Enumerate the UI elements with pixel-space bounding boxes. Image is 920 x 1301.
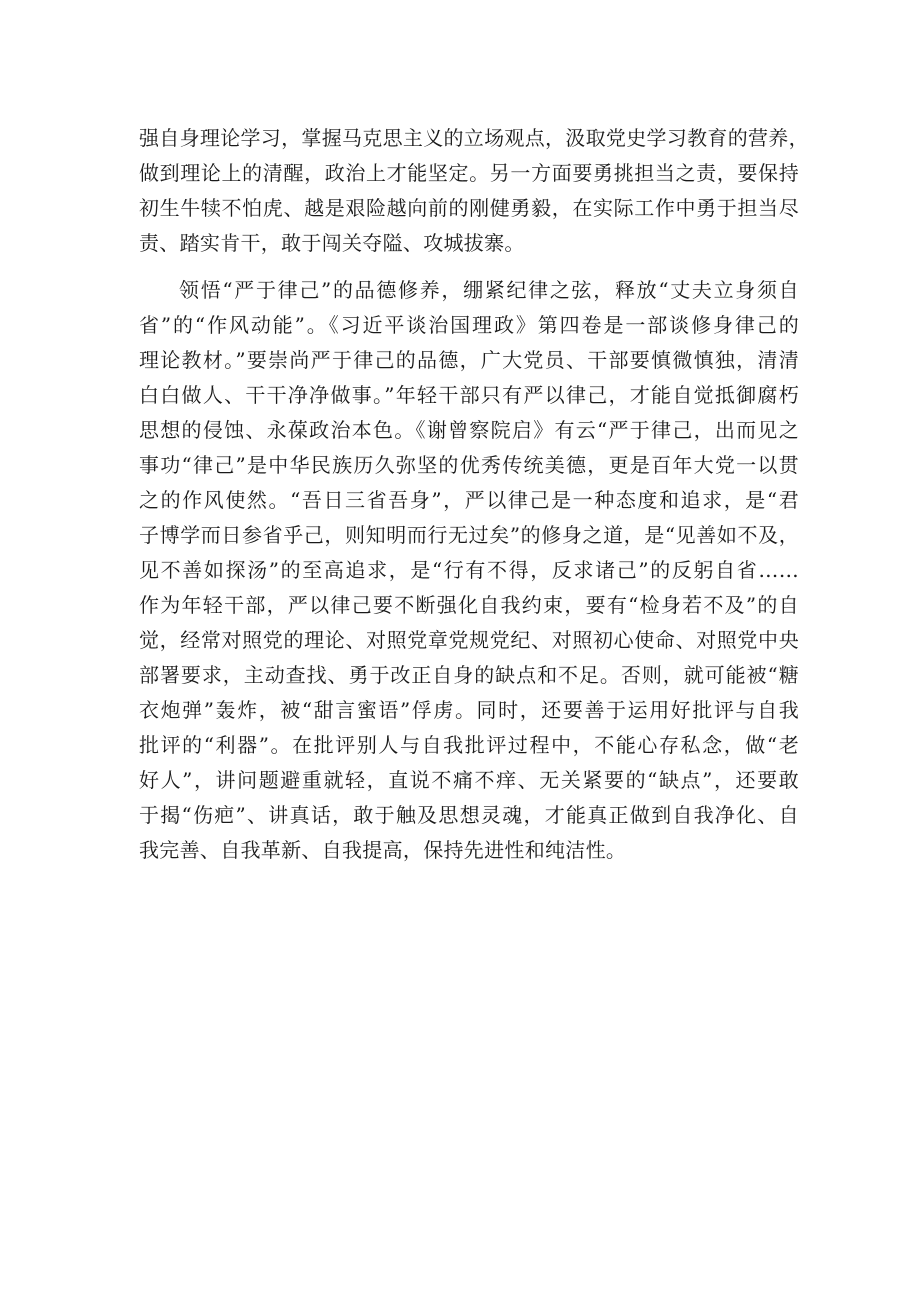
- text-line: 于揭“伤疤”、讲真话，敢于触及思想灵魂，才能真正做到自我净化、自: [139, 803, 799, 827]
- text-line: 作为年轻干部，严以律己要不断强化自我约束，要有“检身若不及”的自: [139, 593, 799, 617]
- text-line: 子博学而日参省乎己，则知明而行无过矣”的修身之道，是“见善如不及，: [139, 523, 799, 547]
- text-line: 事功“律己”是中华民族历久弥坚的优秀传统美德，更是百年大党一以贯: [139, 453, 799, 477]
- text-line: 见不善如探汤”的至高追求，是“行有不得，反求诸己”的反躬自省……: [139, 558, 799, 582]
- text-line: 思想的侵蚀、永葆政治本色。《谢曾察院启》有云“严于律己，出而见之: [139, 418, 799, 442]
- text-line: 白白做人、干干净净做事。”年轻干部只有严以律己，才能自觉抵御腐朽: [139, 383, 799, 407]
- text-line: 部署要求，主动查找、勇于改正自身的缺点和不足。否则，就可能被“糖: [139, 663, 799, 687]
- text-line: 领悟“严于律己”的品德修养，绷紧纪律之弦，释放“丈夫立身须自: [179, 278, 799, 302]
- document-body: [139, 121, 809, 868]
- paragraph: [139, 273, 799, 868]
- paragraph: [139, 121, 809, 261]
- text-line: 衣炮弹”轰炸，被“甜言蜜语”俘虏。同时，还要善于运用好批评与自我: [139, 698, 799, 722]
- text-line: 做到理论上的清醒，政治上才能坚定。另一方面要勇挑担当之责，要保持: [139, 161, 799, 185]
- text-line: 省”的“作风动能”。《习近平谈治国理政》第四卷是一部谈修身律己的: [139, 313, 799, 337]
- text-line: 我完善、自我革新、自我提高，保持先进性和纯洁性。: [139, 838, 627, 862]
- text-line: 觉，经常对照党的理论、对照党章党规党纪、对照初心使命、对照党中央: [139, 628, 799, 652]
- text-line: 强自身理论学习，掌握马克思主义的立场观点，汲取党史学习教育的营养，: [139, 126, 809, 150]
- text-line: 批评的“利器”。在批评别人与自我批评过程中，不能心存私念，做“老: [139, 733, 799, 757]
- text-line: 责、踏实肯干，敢于闯关夺隘、攻城拔寨。: [139, 231, 525, 255]
- text-line: 初生牛犊不怕虎、越是艰险越向前的刚健勇毅，在实际工作中勇于担当尽: [139, 196, 799, 220]
- text-line: 好人”，讲问题避重就轻，直说不痛不痒、无关紧要的“缺点”，还要敢: [139, 768, 799, 792]
- text-line: 之的作风使然。“吾日三省吾身”，严以律己是一种态度和追求，是“君: [139, 488, 799, 512]
- text-line: 理论教材。”要崇尚严于律己的品德，广大党员、干部要慎微慎独，清清: [139, 348, 799, 372]
